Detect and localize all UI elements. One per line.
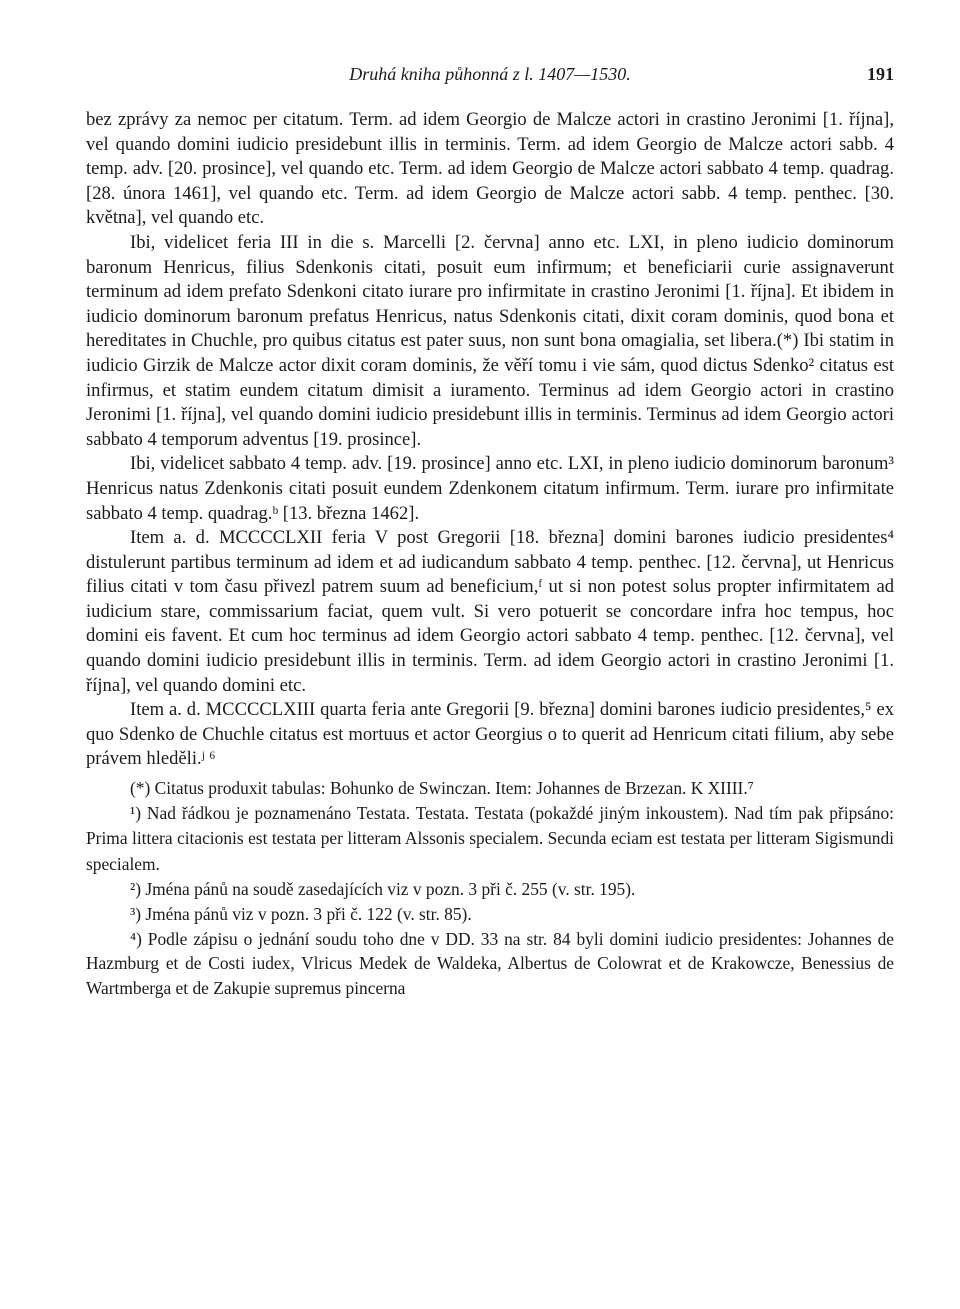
running-title: Druhá kniha půhonná z l. 1407—1530.: [349, 64, 631, 84]
paragraph: Ibi, videlicet sabbato 4 temp. adv. [19. prosince] anno etc. LXI, in pleno iudicio dominorum baronum³ Henricus natus Zdenkonis citati posuit eundem Zdenkonem citatum infirmum. Term. iurare pro infirmitate sabbato 4 temp. quadrag.ᵇ [13. března 1462].: [86, 453, 894, 524]
page-header: [86, 64, 894, 96]
paragraph: Ibi, videlicet feria III in die s. Marcelli [2. června] anno etc. LXI, in pleno iudicio dominorum baronum Henricus, filius Sdenkonis citati, posuit eum infirmum; et beneficiarii curie assignaverunt terminum ad idem prefato Sdenkoni citato iurare pro infirmitate in crastino Jeronimi [1. října]. Et ibidem in iudicio dominorum baronum prefatus Henricus, natus Sdenkonis citati, dixit coram dominis, quod bona et hereditates in Chuchle, pro quibus citatus est pater suus, non sunt bona omagialia, set libera.(*) Ibi statim in iudicio Girzik de Malcze actor dixit coram dominis, že věří tomu i vie sám, quod dictus Sdenko² citatus est infirmus, et statim eundem citatum dimisit a iuramento. Terminus ad idem Georgio actori in crastino Jeronimi [1. října], vel quando domini iudicio presidebunt illis in terminis. Terminus ad idem Georgio actori sabbato 4 temporum adventus [19. prosince].: [86, 231, 894, 450]
footnote: ²) Jména pánů na soudě zasedajících viz v pozn. 3 při č. 255 (v. str. 195).: [130, 879, 636, 900]
page-number: 191: [867, 64, 894, 84]
paragraph: Item a. d. MCCCCLXII feria V post Gregorii [18. března] domini barones iudicio presidentes⁴ distulerunt partibus terminum ad idem et ad iudicandum sabbato 4 temp. penthec. [12. června], ut Henricus filius citati v tom času přivezl patrem suum ad beneficium,ᶠ ut si non potest solus propter infirmitatem ad iudicium stare, commissarium faciat, quem vult. Si vero potuerit se concordare infra hoc tempus, hoc domini eis favent. Et cum hoc terminus ad idem Georgio actori sabbato 4 temp. penthec. [12. června], vel quando domini iudicio presidebunt illis in terminis. Term. ad idem Georgio actori in crastino Jeronimi [1. října], vel quando domini etc.: [86, 527, 894, 696]
body-text: [86, 108, 894, 772]
footnote: ¹) Nad řádkou je poznamenáno Testata. Testata. Testata (pokaždé jiným inkoustem). Nad tím pak připsáno: Prima littera citacionis est testata per litteram Alssonis specialem. Secunda eciam est testata per litteram Sigismundi specialem.: [86, 802, 894, 874]
paragraph-continuation: bez zprávy za nemoc per citatum. Term. ad idem Georgio de Malcze actori in crastino Jeronimi [1. října], vel quando domini iudicio presidebunt illis in terminis. Term. ad idem Georgio de Malcze actori sabb. 4 temp. adv. [20. prosince], vel quando etc. Term. ad idem Georgio de Malcze actori sabbato 4 temp. quadrag. [28. února 1461], vel quando etc. Term. ad idem Georgio de Malcze actori sabb. 4 temp. penthec. [30. května], vel quando etc.: [86, 109, 894, 229]
footnote: ³) Jména pánů viz v pozn. 3 při č. 122 (v. str. 85).: [130, 904, 472, 924]
footnote: ⁴) Podle zápisu o jednání soudu toho dne v DD. 33 na str. 84 byli domini iudicio presidentes: Johannes de Hazmburg et de Costi iudex, Vlricus Medek de Waldeka, Albertus de Colowrat et de Krakowcze, Benessius de Wartmberga et de Zakupie supremus pincerna: [86, 928, 894, 998]
footnote: (*) Citatus produxit tabulas: Bohunko de Swinczan. Item: Johannes de Brzezan. K XIIII.⁷: [130, 778, 754, 799]
footnotes: [86, 776, 894, 1000]
document-page: [86, 64, 894, 1000]
paragraph: Item a. d. MCCCCLXIII quarta feria ante Gregorii [9. března] domini barones iudicio presidentes,⁵ ex quo Sdenko de Chuchle citatus est mortuus et actor Georgius o to querit ad Henricum citati filium, aby sebe právem hleděli.ʲ ⁶: [86, 699, 894, 770]
